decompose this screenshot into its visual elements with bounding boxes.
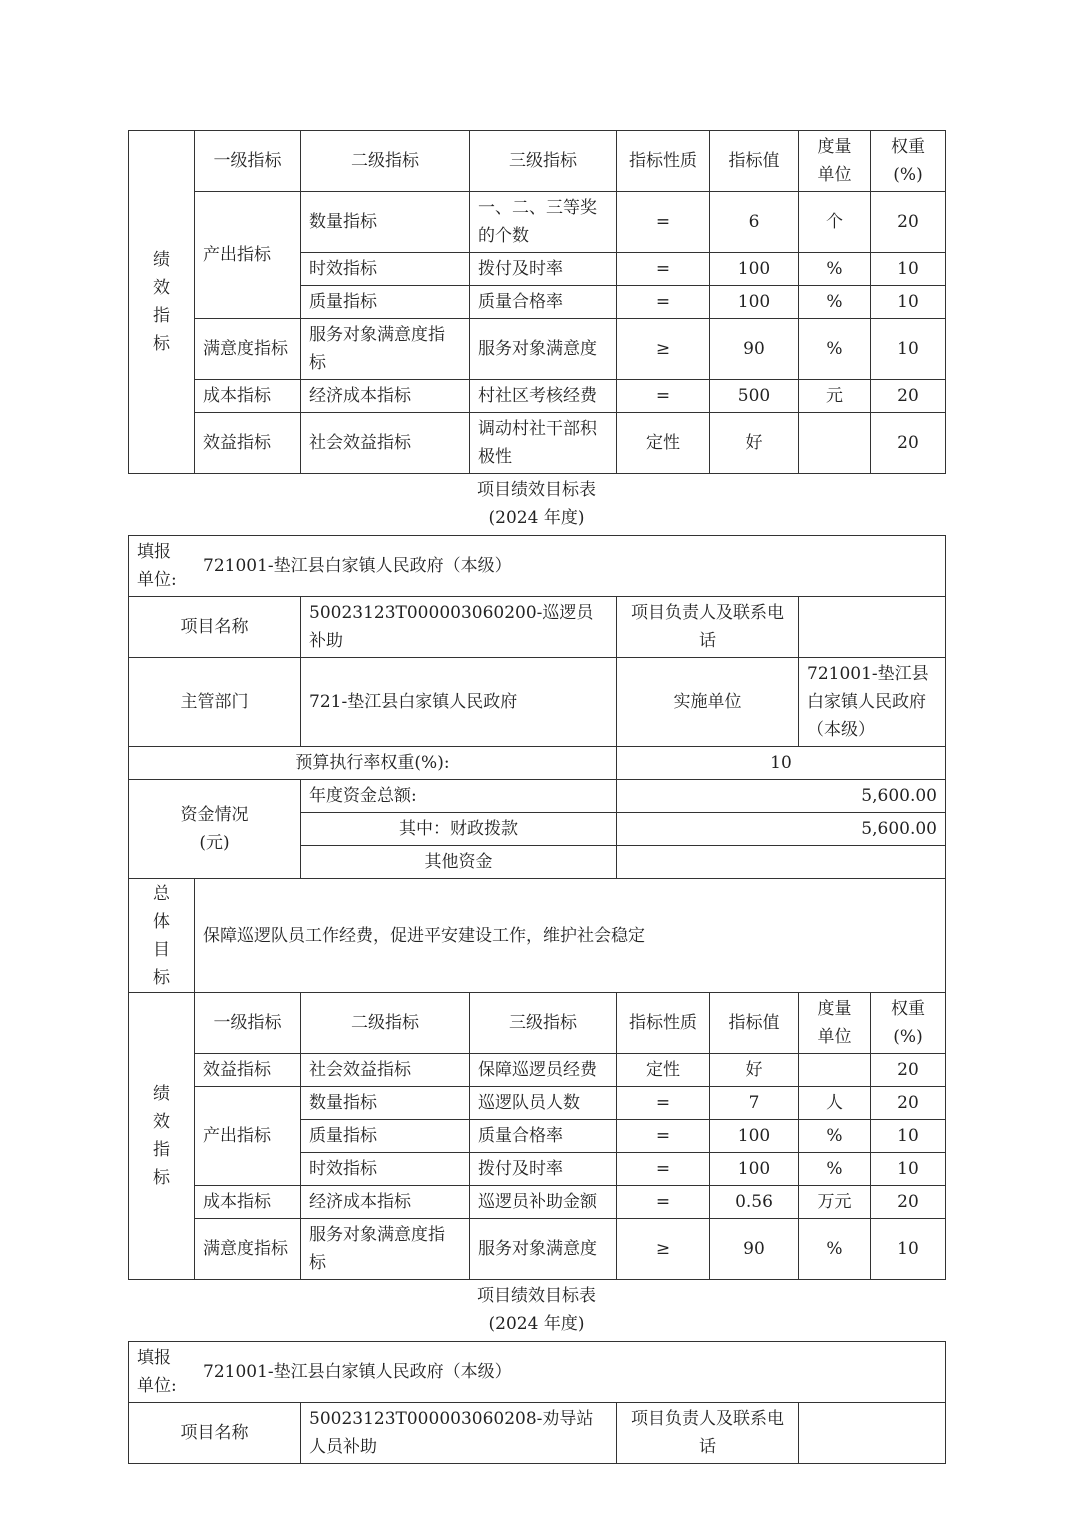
weight-cell: 10 [871, 1219, 946, 1280]
l2-cell: 服务对象满意度指标 [301, 1219, 470, 1280]
l2-cell: 经济成本指标 [301, 1186, 470, 1219]
unit-value: 721001-垫江县白家镇人民政府（本级） [203, 556, 512, 576]
project-name-value: 50023123T000003060200-巡逻员补助 [301, 597, 617, 658]
table-row [129, 319, 946, 380]
fund-fiscal-value: 5,600.00 [617, 813, 946, 846]
fund-total-value: 5,600.00 [617, 780, 946, 813]
top-indicator-table [128, 130, 946, 474]
nature-cell: = [617, 1186, 710, 1219]
fund-fiscal-label: 其中：财政拨款 [301, 813, 617, 846]
contact-label: 项目负责人及联系电话 [617, 1403, 799, 1464]
weight-cell: 20 [871, 413, 946, 474]
unit-cell: 元 [799, 380, 871, 413]
weight-cell: 10 [871, 319, 946, 380]
l3-cell: 质量合格率 [470, 286, 617, 319]
document-page [128, 130, 945, 1464]
l3-cell: 巡逻员补助金额 [470, 1186, 617, 1219]
budget-rate-value: 10 [617, 747, 946, 780]
value-cell: 100 [710, 1120, 799, 1153]
l2-cell: 服务对象满意度指标 [301, 319, 470, 380]
l3-cell: 村社区考核经费 [470, 380, 617, 413]
l1-cell: 产出指标 [195, 1087, 301, 1186]
l2-cell: 质量指标 [301, 286, 470, 319]
l3-cell: 服务对象满意度 [470, 1219, 617, 1280]
nature-cell: = [617, 380, 710, 413]
nature-cell: = [617, 1153, 710, 1186]
unit-cell: % [799, 1153, 871, 1186]
unit-value: 721001-垫江县白家镇人民政府（本级） [203, 1362, 512, 1382]
nature-cell: = [617, 286, 710, 319]
l1-cell: 产出指标 [195, 192, 301, 319]
value-cell: 0.56 [710, 1186, 799, 1219]
unit-label: 填报 单位: [137, 1348, 177, 1396]
value-cell: 7 [710, 1087, 799, 1120]
unit-cell [799, 1054, 871, 1087]
header-cell: 指标性质 [617, 131, 710, 192]
table3 [128, 1341, 946, 1464]
header-cell: 指标值 [710, 993, 799, 1054]
contact-label: 项目负责人及联系电话 [617, 597, 799, 658]
weight-cell: 20 [871, 192, 946, 253]
l1-cell: 满意度指标 [195, 319, 301, 380]
weight-cell: 10 [871, 253, 946, 286]
header-cell: 权重 (%) [871, 993, 946, 1054]
goal-value: 保障巡逻队员工作经费，促进平安建设工作，维护社会稳定 [195, 879, 946, 993]
value-cell: 90 [710, 1219, 799, 1280]
table-row [129, 380, 946, 413]
impl-value: 721001-垫江县白家镇人民政府（本级） [799, 658, 946, 747]
table-row [129, 192, 946, 253]
project-name-label: 项目名称 [129, 597, 301, 658]
unit-cell: % [799, 253, 871, 286]
unit-cell: 人 [799, 1087, 871, 1120]
dept-label: 主管部门 [129, 658, 301, 747]
side-label: 绩 效 指 标 [129, 993, 195, 1280]
l3-cell: 一、二、三等奖的个数 [470, 192, 617, 253]
l3-cell: 服务对象满意度 [470, 319, 617, 380]
header-cell: 三级指标 [470, 131, 617, 192]
l1-cell: 效益指标 [195, 413, 301, 474]
l2-cell: 经济成本指标 [301, 380, 470, 413]
l1-cell: 成本指标 [195, 1186, 301, 1219]
side-label: 绩 效 指 标 [129, 131, 195, 474]
value-cell: 100 [710, 286, 799, 319]
weight-cell: 10 [871, 286, 946, 319]
header-cell: 指标性质 [617, 993, 710, 1054]
table3-caption [128, 1280, 945, 1341]
table-year: (2024 年度) [488, 508, 585, 528]
value-cell: 6 [710, 192, 799, 253]
reporting-unit-row [129, 1342, 946, 1403]
table-row [129, 413, 946, 474]
unit-cell [799, 413, 871, 474]
unit-cell: % [799, 1120, 871, 1153]
header-cell: 一级指标 [195, 131, 301, 192]
l2-cell: 时效指标 [301, 1153, 470, 1186]
weight-cell: 10 [871, 1153, 946, 1186]
value-cell: 500 [710, 380, 799, 413]
l1-cell: 效益指标 [195, 1054, 301, 1087]
table-row [129, 1087, 946, 1120]
header-cell: 度量 单位 [799, 131, 871, 192]
l2-cell: 社会效益指标 [301, 1054, 470, 1087]
header-cell: 指标值 [710, 131, 799, 192]
header-cell: 度量 单位 [799, 993, 871, 1054]
table-row [129, 1219, 946, 1280]
fund-other-value [617, 846, 946, 879]
table-year: (2024 年度) [488, 1314, 585, 1334]
table-title: 项目绩效目标表 [477, 1286, 596, 1306]
project-name-label: 项目名称 [129, 1403, 301, 1464]
l3-cell: 巡逻队员人数 [470, 1087, 617, 1120]
weight-cell: 20 [871, 1054, 946, 1087]
dept-value: 721-垫江县白家镇人民政府 [301, 658, 617, 747]
header-cell: 权重 (%) [871, 131, 946, 192]
table-row [129, 1186, 946, 1219]
nature-cell: 定性 [617, 1054, 710, 1087]
value-cell: 100 [710, 1153, 799, 1186]
impl-label: 实施单位 [617, 658, 799, 747]
nature-cell: = [617, 1120, 710, 1153]
unit-label: 填报 单位: [137, 542, 177, 590]
value-cell: 好 [710, 413, 799, 474]
l1-cell: 满意度指标 [195, 1219, 301, 1280]
weight-cell: 20 [871, 1087, 946, 1120]
table-title: 项目绩效目标表 [477, 480, 596, 500]
l3-cell: 保障巡逻员经费 [470, 1054, 617, 1087]
unit-cell: % [799, 319, 871, 380]
l3-cell: 拨付及时率 [470, 1153, 617, 1186]
header-cell: 二级指标 [301, 131, 470, 192]
nature-cell: = [617, 253, 710, 286]
l3-cell: 拨付及时率 [470, 253, 617, 286]
unit-cell: 万元 [799, 1186, 871, 1219]
l3-cell: 质量合格率 [470, 1120, 617, 1153]
goal-label: 总 体 目 标 [129, 879, 195, 993]
l3-cell: 调动村社干部积极性 [470, 413, 617, 474]
l2-cell: 数量指标 [301, 192, 470, 253]
fund-label: 资金情况 (元) [129, 780, 301, 879]
l2-cell: 社会效益指标 [301, 413, 470, 474]
nature-cell: ≥ [617, 319, 710, 380]
table2 [128, 535, 946, 1280]
unit-cell: % [799, 286, 871, 319]
fund-total-label: 年度资金总额: [301, 780, 617, 813]
value-cell: 好 [710, 1054, 799, 1087]
l2-cell: 质量指标 [301, 1120, 470, 1153]
unit-cell: % [799, 1219, 871, 1280]
nature-cell: = [617, 192, 710, 253]
header-cell: 一级指标 [195, 993, 301, 1054]
weight-cell: 20 [871, 380, 946, 413]
l2-cell: 数量指标 [301, 1087, 470, 1120]
nature-cell: = [617, 1087, 710, 1120]
contact-value [799, 1403, 946, 1464]
unit-cell: 个 [799, 192, 871, 253]
header-cell: 三级指标 [470, 993, 617, 1054]
weight-cell: 20 [871, 1186, 946, 1219]
nature-cell: 定性 [617, 413, 710, 474]
reporting-unit-row [129, 536, 946, 597]
value-cell: 100 [710, 253, 799, 286]
weight-cell: 10 [871, 1120, 946, 1153]
header-cell: 二级指标 [301, 993, 470, 1054]
fund-other-label: 其他资金 [301, 846, 617, 879]
nature-cell: ≥ [617, 1219, 710, 1280]
l2-cell: 时效指标 [301, 253, 470, 286]
budget-rate-label: 预算执行率权重(%): [129, 747, 617, 780]
value-cell: 90 [710, 319, 799, 380]
l1-cell: 成本指标 [195, 380, 301, 413]
table2-caption [128, 474, 945, 535]
contact-value [799, 597, 946, 658]
project-name-value: 50023123T000003060208-劝导站人员补助 [301, 1403, 617, 1464]
table-row [129, 1054, 946, 1087]
